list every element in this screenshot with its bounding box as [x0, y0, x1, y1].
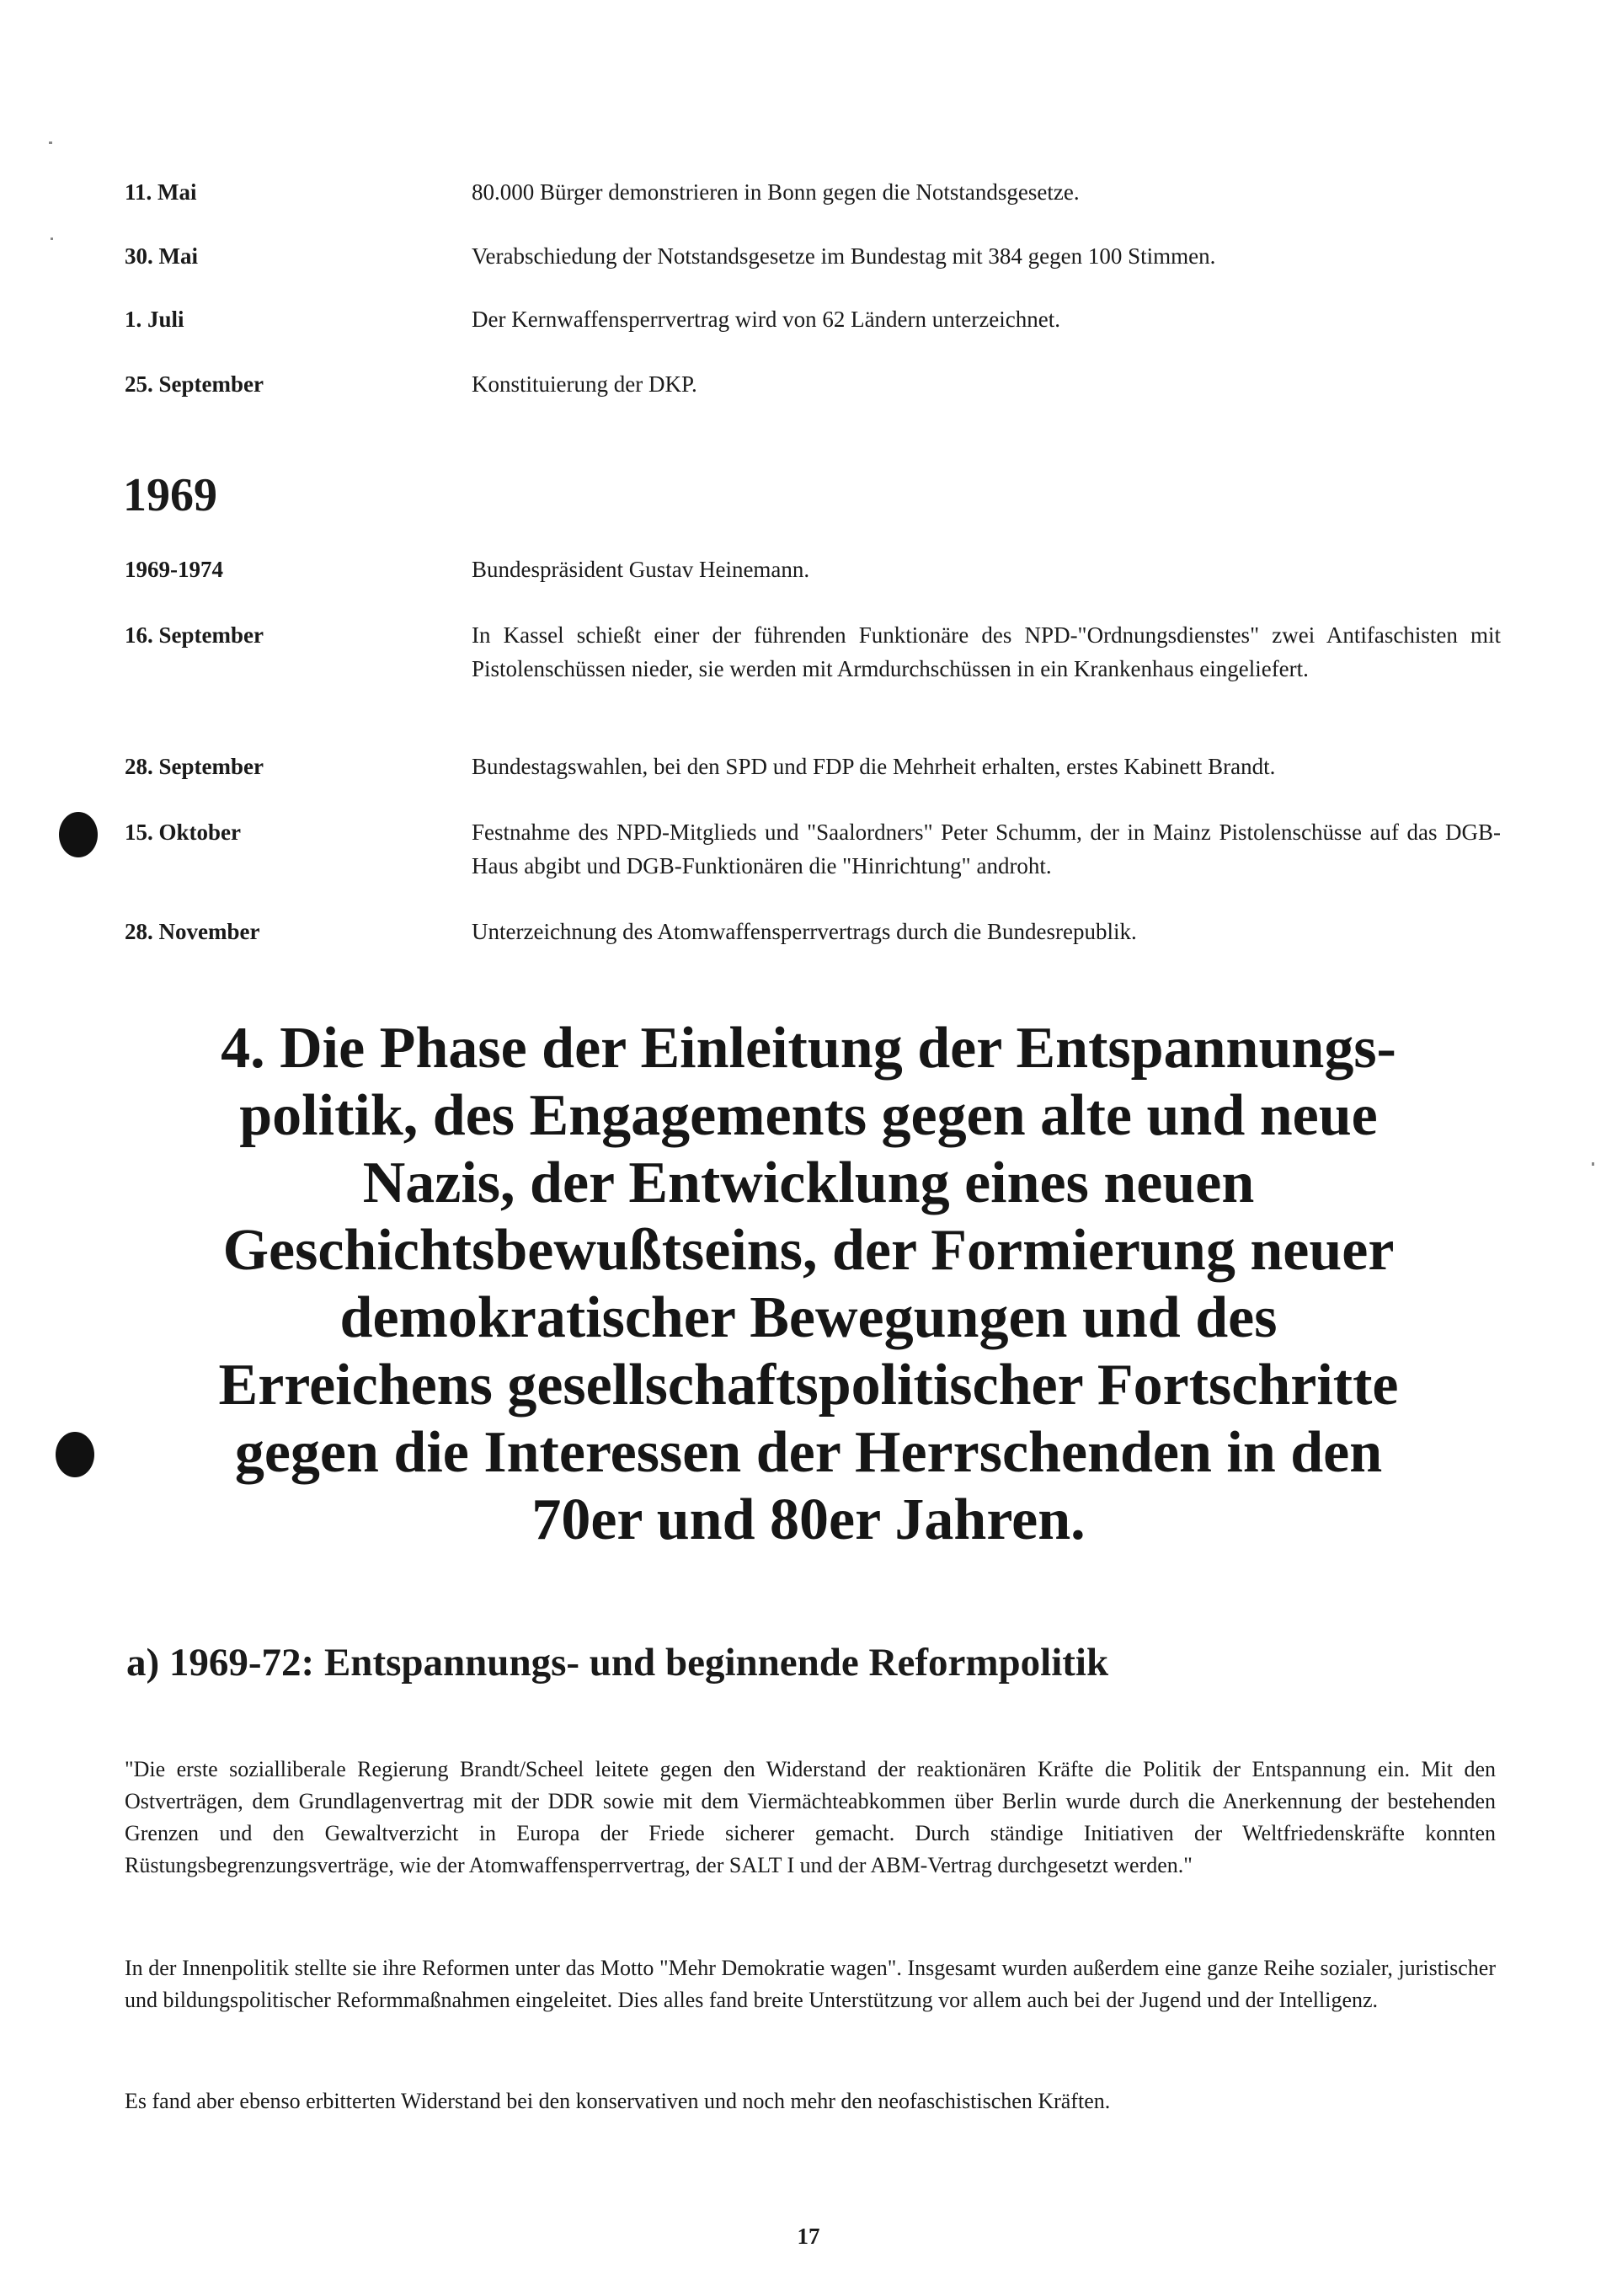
scan-speck	[51, 238, 53, 240]
chapter-heading-line: gegen die Interessen der Herrschenden in den	[234, 1420, 1383, 1485]
punch-hole	[56, 1432, 94, 1477]
entry-text: Bundestagswahlen, bei den SPD und FDP die Mehrheit erhalten, erstes Kabinett Brandt.	[472, 754, 1276, 779]
scan-speck	[1592, 1162, 1594, 1166]
entry-date: 15. Oktober	[125, 820, 241, 845]
entry-date: 25. September	[125, 371, 264, 397]
chapter-heading-line: Nazis, der Entwicklung eines neuen	[362, 1151, 1255, 1215]
chapter-heading-line: 4. Die Phase der Einleitung der Entspannungs-	[221, 1016, 1396, 1081]
entry-date: 16. September	[125, 622, 264, 648]
section-subheading: a) 1969-72: Entspannungs- und beginnende Reformpolitik	[126, 1641, 1109, 1685]
entry-text: Der Kernwaffensperrvertrag wird von 62 Ländern unterzeichnet.	[472, 307, 1060, 332]
page-number: 17	[797, 2224, 820, 2249]
chapter-heading-line: Geschichtsbewußtseins, der Formierung neuer	[222, 1218, 1395, 1283]
entry-text: Bundespräsident Gustav Heinemann.	[472, 557, 810, 582]
entry-date: 28. September	[125, 754, 264, 779]
punch-hole	[59, 812, 98, 857]
chapter-heading	[118, 1015, 1499, 1554]
entry-text: Konstituierung der DKP.	[472, 371, 697, 397]
entry-date: 28. November	[125, 919, 260, 944]
scan-speck	[49, 141, 52, 144]
body-paragraph: Es fand aber ebenso erbitterten Widerstand bei den konservativen und noch mehr den neofaschistischen Kräften.	[125, 2089, 1111, 2113]
chapter-heading-line: politik, des Engagements gegen alte und neue	[239, 1083, 1378, 1148]
chapter-heading-line: 70er und 80er Jahren.	[531, 1487, 1086, 1552]
body-paragraph: "Die erste sozialliberale Regierung Brandt/Scheel leitete gegen den Widerstand der reaktionären Kräfte die Politik der Entspannung ein. Mit den Ostverträgen, dem Grundlagenvertrag mit der DDR sowie mit dem Viermächteabkommen über Berlin wurde durch die Anerkennung der bestehenden Grenzen und den Gewaltverzicht in Europa der Friede sicherer gemacht. Durch ständige Initiativen der Weltfriedenskräfte konnten Rüstungsbegrenzungsverträge, wie der Atomwaffensperrvertrag, der SALT I und der ABM-Vertrag durchgesetzt werden."	[125, 1757, 1496, 1877]
body-paragraph: In der Innenpolitik stellte sie ihre Reformen unter das Motto "Mehr Demokratie wagen". Insgesamt wurden außerdem eine ganze Reihe sozialer, juristischer und bildungspolitischer Reformmaßnahmen eingeleitet. Dies alles fand breite Unterstützung vor allem auch bei der Jugend und der Intelligenz.	[125, 1956, 1496, 2012]
entry-date: 1. Juli	[125, 307, 184, 332]
entry-text: In Kassel schießt einer der führenden Funktionäre des NPD-"Ordnungsdienstes" zwei Antifaschisten mit Pistolenschüssen nieder, sie werden mit Armdurchschüssen in ein Krankenhaus eingeliefert.	[472, 622, 1501, 681]
entry-text: 80.000 Bürger demonstrieren in Bonn gegen die Notstandsgesetze.	[472, 179, 1080, 205]
entry-date: 1969-1974	[125, 557, 223, 582]
entry-text: Festnahme des NPD-Mitglieds und "Saalordners" Peter Schumm, der in Mainz Pistolenschüsse auf das DGB-Haus abgibt und DGB-Funktionären die "Hinrichtung" androht.	[472, 820, 1501, 878]
entry-text: Verabschiedung der Notstandsgesetze im Bundestag mit 384 gegen 100 Stimmen.	[472, 243, 1216, 269]
year-heading: 1969	[123, 469, 217, 521]
entry-text: Unterzeichnung des Atomwaffensperrvertrags durch die Bundesrepublik.	[472, 919, 1137, 944]
entry-date: 11. Mai	[125, 179, 197, 205]
entry-date: 30. Mai	[125, 243, 198, 269]
chapter-heading-line: Erreichens gesellschaftspolitischer Fortschritte	[218, 1353, 1399, 1418]
chapter-heading-line: demokratischer Bewegungen und des	[339, 1285, 1278, 1350]
